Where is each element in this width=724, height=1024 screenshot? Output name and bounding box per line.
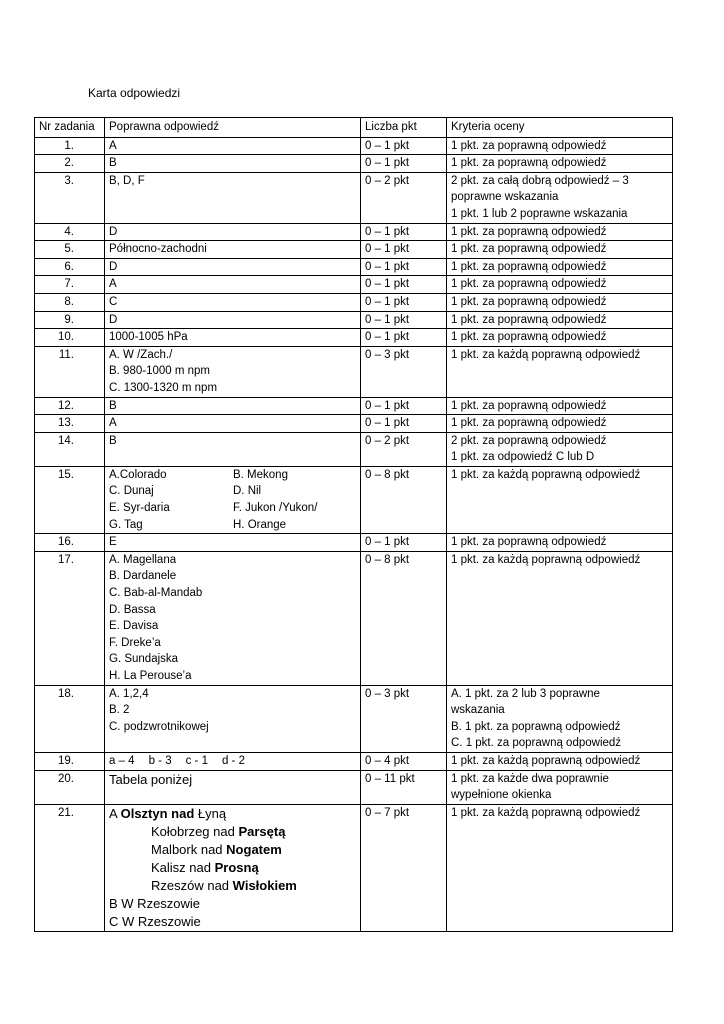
points-cell: 0 – 4 pkt [361, 752, 447, 770]
criteria-text: 1 pkt. za poprawną odpowiedź [451, 313, 607, 326]
points-cell: 0 – 1 pkt [361, 311, 447, 329]
table-row [35, 172, 673, 223]
answer-text: B, D, F [109, 174, 145, 187]
answer-line: H. La Perouse’a [109, 670, 192, 682]
table-row [35, 223, 673, 241]
answer-line: E. Davisa [109, 620, 159, 633]
answer-cell [105, 551, 361, 685]
answer-cell [105, 432, 361, 466]
criteria-text: 1 pkt. za poprawną odpowiedź [451, 260, 607, 273]
criteria-line: wypełnione okienka [451, 789, 552, 802]
answer-text: C [109, 295, 118, 308]
points-cell: 0 – 1 pkt [361, 223, 447, 241]
table-row [35, 685, 673, 752]
answer-line: C. podzwrotnikowej [109, 720, 209, 733]
points-cell: 0 – 1 pkt [361, 397, 447, 415]
answer-pair [109, 467, 356, 484]
answer-text: A [109, 417, 117, 430]
criteria-text: 1 pkt. za każdą poprawną odpowiedź [451, 806, 641, 819]
criteria-cell [447, 223, 673, 241]
city-name: Rzeszów nad [151, 877, 230, 893]
table-row [35, 770, 673, 804]
page-title: Karta odpowiedzi [88, 86, 181, 100]
task-number: 15. [35, 466, 105, 533]
answer-right: D. Nil [233, 485, 262, 498]
criteria-text: 1 pkt. za poprawną odpowiedź [451, 278, 607, 291]
criteria-cell [447, 276, 673, 294]
answer-line: C. 1300-1320 m npm [109, 381, 218, 394]
points-cell: 0 – 1 pkt [361, 534, 447, 552]
answer-line: C. Bab-al-Mandab [109, 587, 203, 600]
criteria-line: 2 pkt. za poprawną odpowiedź [451, 434, 607, 447]
answer-line: D. Bassa [109, 603, 156, 616]
points-cell: 0 – 1 pkt [361, 293, 447, 311]
task-number: 12. [35, 397, 105, 415]
task-number: 14. [35, 432, 105, 466]
table-row [35, 397, 673, 415]
answer-right: F. Jukon /Yukon/ [233, 502, 318, 515]
answer-line [109, 753, 356, 770]
criteria-cell [447, 397, 673, 415]
river-name: Wisłokiem [232, 877, 297, 893]
table-row [35, 346, 673, 397]
points-cell: 0 – 3 pkt [361, 685, 447, 752]
criteria-line: 1 pkt. za odpowiedź C lub D [451, 451, 595, 464]
task-number: 21. [35, 804, 105, 931]
answer-key-table [34, 117, 673, 932]
criteria-text: 1 pkt. za każdą poprawną odpowiedź [451, 348, 641, 361]
criteria-cell [447, 293, 673, 311]
task-number: 18. [35, 685, 105, 752]
criteria-cell [447, 752, 673, 770]
criteria-text: 1 pkt. za każdą poprawną odpowiedź [451, 553, 641, 566]
answer-text: Północno-zachodni [109, 243, 207, 256]
answer-pair [109, 500, 356, 517]
task-number: 19. [35, 752, 105, 770]
answer-cell [105, 346, 361, 397]
answer-cell [105, 804, 361, 931]
criteria-text: 1 pkt. za poprawną odpowiedź [451, 295, 607, 308]
answer-text: A [109, 139, 117, 152]
criteria-line: poprawne wskazania [451, 191, 559, 204]
answer-cell [105, 534, 361, 552]
answer-cell [105, 397, 361, 415]
answer-text: B [109, 434, 117, 447]
criteria-text: 1 pkt. za poprawną odpowiedź [451, 536, 607, 549]
criteria-cell [447, 155, 673, 173]
header-criteria: Kryteria oceny [447, 118, 673, 138]
criteria-cell [447, 415, 673, 433]
answer-cell [105, 329, 361, 347]
river-name: Łyną [197, 805, 227, 821]
criteria-text: 1 pkt. za poprawną odpowiedź [451, 243, 607, 256]
answer-cell [105, 137, 361, 155]
c-label: C [109, 913, 119, 929]
answer-cell [105, 770, 361, 804]
city-name: Olsztyn nad [120, 805, 195, 821]
points-cell: 0 – 8 pkt [361, 466, 447, 533]
answer-cell [105, 223, 361, 241]
points-cell: 0 – 1 pkt [361, 155, 447, 173]
criteria-cell [447, 466, 673, 533]
task-number: 20. [35, 770, 105, 804]
river-name: Parsętą [238, 823, 286, 839]
answer-line: B. 980-1000 m npm [109, 365, 211, 378]
table-row [35, 293, 673, 311]
task-number: 7. [35, 276, 105, 294]
city-name: Kołobrzeg nad [151, 823, 235, 839]
criteria-text: 1 pkt. za poprawną odpowiedź [451, 331, 607, 344]
answer-text: 1000-1005 hPa [109, 331, 188, 344]
table-row [35, 258, 673, 276]
task-number: 8. [35, 293, 105, 311]
answer-text: B [109, 399, 117, 412]
table-row [35, 241, 673, 259]
header-points: Liczba pkt [361, 118, 447, 138]
criteria-cell [447, 172, 673, 223]
header-answer: Poprawna odpowiedź [105, 118, 361, 138]
city-line [109, 877, 356, 895]
answer-pair [109, 517, 356, 534]
table-row [35, 137, 673, 155]
answer-right: H. Orange [233, 518, 287, 531]
points-cell: 0 – 1 pkt [361, 241, 447, 259]
criteria-line: wskazania [451, 704, 505, 717]
task-number: 11. [35, 346, 105, 397]
criteria-cell [447, 432, 673, 466]
answer-pair [109, 483, 356, 500]
answer-c [109, 913, 356, 931]
answer-line: B. 2 [109, 704, 130, 717]
answer-cell [105, 258, 361, 276]
answer-left: E. Syr-daria [109, 502, 170, 515]
river-name: Prosną [214, 859, 259, 875]
points-cell: 0 – 1 pkt [361, 415, 447, 433]
task-number: 1. [35, 137, 105, 155]
criteria-text: 1 pkt. za każdą poprawną odpowiedź [451, 754, 641, 767]
table-row [35, 155, 673, 173]
c-text: W Rzeszowie [122, 913, 201, 929]
points-cell: 0 – 7 pkt [361, 804, 447, 931]
points-cell: 0 – 11 pkt [361, 770, 447, 804]
criteria-cell [447, 137, 673, 155]
points-cell: 0 – 2 pkt [361, 172, 447, 223]
answer-text: A [109, 278, 117, 291]
criteria-text: 1 pkt. za poprawną odpowiedź [451, 225, 607, 238]
table-row [35, 276, 673, 294]
criteria-text: 1 pkt. za poprawną odpowiedź [451, 157, 607, 170]
b-label: B [109, 895, 118, 911]
river-name: Nogatem [226, 841, 282, 857]
table-row [35, 804, 673, 931]
criteria-line: 2 pkt. za całą dobrą odpowiedź – 3 [451, 174, 629, 187]
criteria-cell [447, 329, 673, 347]
criteria-text: 1 pkt. za poprawną odpowiedź [451, 417, 607, 430]
points-cell: 0 – 1 pkt [361, 329, 447, 347]
answer-cell [105, 155, 361, 173]
points-cell: 0 – 1 pkt [361, 276, 447, 294]
table-row [35, 311, 673, 329]
criteria-line: A. 1 pkt. za 2 lub 3 poprawne [451, 687, 600, 700]
criteria-text: 1 pkt. za poprawną odpowiedź [451, 399, 607, 412]
answer-line: A. W /Zach./ [109, 348, 173, 361]
answer-cell [105, 311, 361, 329]
answer-cell [105, 415, 361, 433]
task-number: 2. [35, 155, 105, 173]
criteria-cell [447, 770, 673, 804]
criteria-cell [447, 804, 673, 931]
answer-cell [105, 241, 361, 259]
criteria-cell [447, 346, 673, 397]
points-cell: 0 – 3 pkt [361, 346, 447, 397]
points-cell: 0 – 1 pkt [361, 258, 447, 276]
criteria-cell [447, 534, 673, 552]
answer-line: A. Magellana [109, 553, 177, 566]
answer-part: d - 2 [221, 754, 245, 767]
answer-line: G. Sundajska [109, 653, 179, 666]
criteria-text: 1 pkt. za każdą poprawną odpowiedź [451, 468, 641, 481]
criteria-line: B. 1 pkt. za poprawną odpowiedź [451, 720, 621, 733]
task-number: 10. [35, 329, 105, 347]
criteria-cell [447, 311, 673, 329]
criteria-text: 1 pkt. za poprawną odpowiedź [451, 139, 607, 152]
header-nr: Nr zadania [35, 118, 105, 138]
answer-part: c - 1 [185, 754, 208, 767]
points-cell: 0 – 8 pkt [361, 551, 447, 685]
table-row [35, 551, 673, 685]
task-number: 13. [35, 415, 105, 433]
points-cell: 0 – 1 pkt [361, 137, 447, 155]
task-number: 3. [35, 172, 105, 223]
city-line [109, 841, 356, 859]
table-row [35, 466, 673, 533]
criteria-cell [447, 685, 673, 752]
answer-line: A. 1,2,4 [109, 687, 149, 700]
criteria-line: 1 pkt. 1 lub 2 poprawne wskazania [451, 207, 628, 220]
city-line [109, 805, 356, 823]
answer-text: D [109, 313, 118, 326]
criteria-cell [447, 258, 673, 276]
answer-part: b - 3 [148, 754, 172, 767]
answer-right: B. Mekong [233, 468, 288, 481]
answer-text: Tabela poniżej [109, 771, 193, 787]
b-text: W Rzeszowie [121, 895, 201, 911]
points-cell: 0 – 2 pkt [361, 432, 447, 466]
city-line [109, 823, 356, 841]
answer-cell [105, 293, 361, 311]
answer-line: B. Dardanele [109, 570, 177, 583]
table-row [35, 415, 673, 433]
answer-text: D [109, 260, 118, 273]
answer-cell [105, 685, 361, 752]
task-number: 16. [35, 534, 105, 552]
answer-cell [105, 466, 361, 533]
criteria-cell [447, 551, 673, 685]
task-number: 6. [35, 258, 105, 276]
answer-left: G. Tag [109, 518, 143, 531]
answer-cell [105, 276, 361, 294]
table-row [35, 432, 673, 466]
city-name: Kalisz nad [151, 859, 211, 875]
answer-left: C. Dunaj [109, 485, 154, 498]
answer-b [109, 895, 356, 913]
answer-cell [105, 172, 361, 223]
answer-text: D [109, 225, 118, 238]
criteria-line: 1 pkt. za każde dwa poprawnie [451, 772, 609, 785]
task-number: 17. [35, 551, 105, 685]
criteria-cell [447, 241, 673, 259]
table-header-row [35, 118, 673, 138]
table-row [35, 534, 673, 552]
answer-line: F. Dreke’a [109, 636, 161, 649]
answer-part: a – 4 [109, 754, 135, 767]
answer-text: B [109, 157, 117, 170]
answer-left: A.Colorado [109, 468, 167, 481]
task-number: 9. [35, 311, 105, 329]
table-row [35, 329, 673, 347]
answer-text: E [109, 536, 117, 549]
answer-cell [105, 752, 361, 770]
city-name: Malbork nad [151, 841, 223, 857]
city-line [109, 859, 356, 877]
task-number: 4. [35, 223, 105, 241]
table-row [35, 752, 673, 770]
task-number: 5. [35, 241, 105, 259]
criteria-line: C. 1 pkt. za poprawną odpowiedź [451, 737, 622, 750]
a-label: A [109, 805, 117, 821]
